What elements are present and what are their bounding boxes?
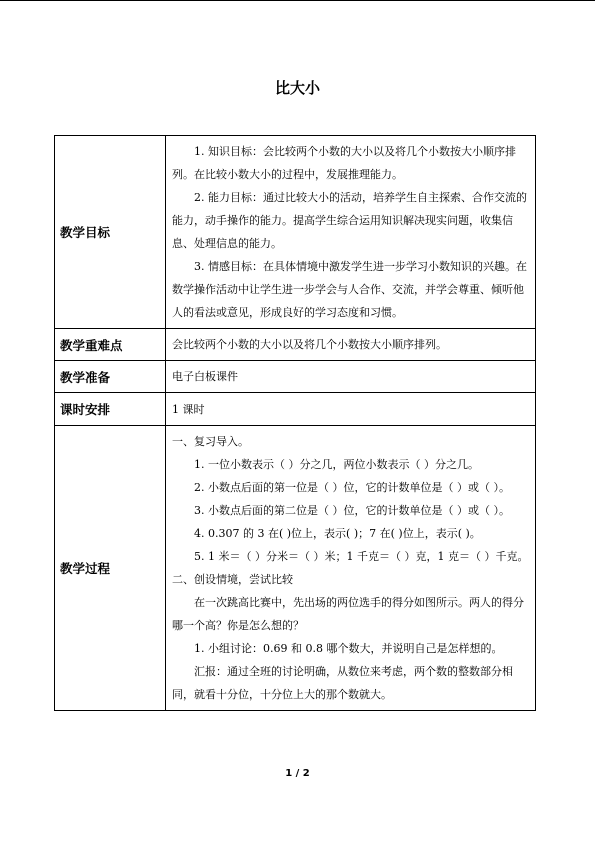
keypoints-text: 会比较两个小数的大小以及将几个小数按大小顺序排列。 — [166, 329, 536, 361]
goal-ability: 2. 能力目标：通过比较大小的活动，培养学生自主探索、合作交流的能力，动手操作的能力。提高学生综合运用知识解决现实问题，收集信息、处理信息的能力。 — [172, 191, 527, 250]
process-label: 教学过程 — [55, 426, 166, 711]
goal-knowledge: 1. 知识目标：会比较两个小数的大小以及将几个小数按大小顺序排列。在比较小数大小的过程中，发展推理能力。 — [172, 145, 516, 181]
process-item: 1. 一位小数表示（ ）分之几，两位小数表示（ ）分之几。 — [194, 458, 479, 471]
schedule-text: 1 课时 — [166, 393, 536, 426]
row-schedule — [55, 393, 536, 426]
row-keypoints — [55, 329, 536, 361]
row-goals — [55, 136, 536, 329]
page-number: 1 / 2 — [285, 768, 310, 779]
prep-text: 电子白板课件 — [166, 361, 536, 393]
process-item: 1. 小组讨论：0.69 和 0.8 哪个数大，并说明自己是怎样想的。 — [194, 642, 503, 655]
process-item: 4. 0.307 的 3 在( )位上，表示( )；7 在( )位上，表示( )。 — [194, 527, 481, 540]
goal-emotion: 3. 情感目标：在具体情境中激发学生进一步学习小数知识的兴趣。在数学操作活动中让学生进一步学会与人合作、交流，并学会尊重、倾听他人的看法或意见，形成良好的学习态度和习惯。 — [172, 260, 527, 319]
document-title: 比大小 — [274, 79, 320, 97]
top-rule — [0, 0, 595, 1]
process-item: 在一次跳高比赛中，先出场的两位选手的得分如图所示。两人的得分哪一个高？你是怎么想的？ — [172, 596, 524, 632]
process-item: 5. 1 米＝（ ）分米＝（ ）米；1 千克＝（ ）克，1 克＝（ ）千克。 — [194, 550, 529, 563]
lesson-plan-table — [54, 135, 536, 711]
schedule-label: 课时安排 — [55, 393, 166, 426]
row-process — [55, 426, 536, 711]
goals-label: 教学目标 — [55, 136, 166, 329]
process-section-review: 一、复习导入。 — [172, 435, 249, 448]
process-item: 3. 小数点后面的第二位是（ ）位，它的计数单位是（ ）或（ ）。 — [194, 504, 510, 517]
row-prep — [55, 361, 536, 393]
prep-label: 教学准备 — [55, 361, 166, 393]
process-content — [166, 426, 536, 711]
process-item: 2. 小数点后面的第一位是（ ）位，它的计数单位是（ ）或（ ）。 — [194, 481, 510, 494]
keypoints-label: 教学重难点 — [55, 329, 166, 361]
process-section-scenario: 二、创设情境，尝试比较 — [172, 573, 293, 586]
goals-content — [166, 136, 536, 329]
process-item: 汇报：通过全班的讨论明确，从数位来考虑，两个数的整数部分相同，就看十分位，十分位上大的那个数就大。 — [172, 665, 513, 701]
